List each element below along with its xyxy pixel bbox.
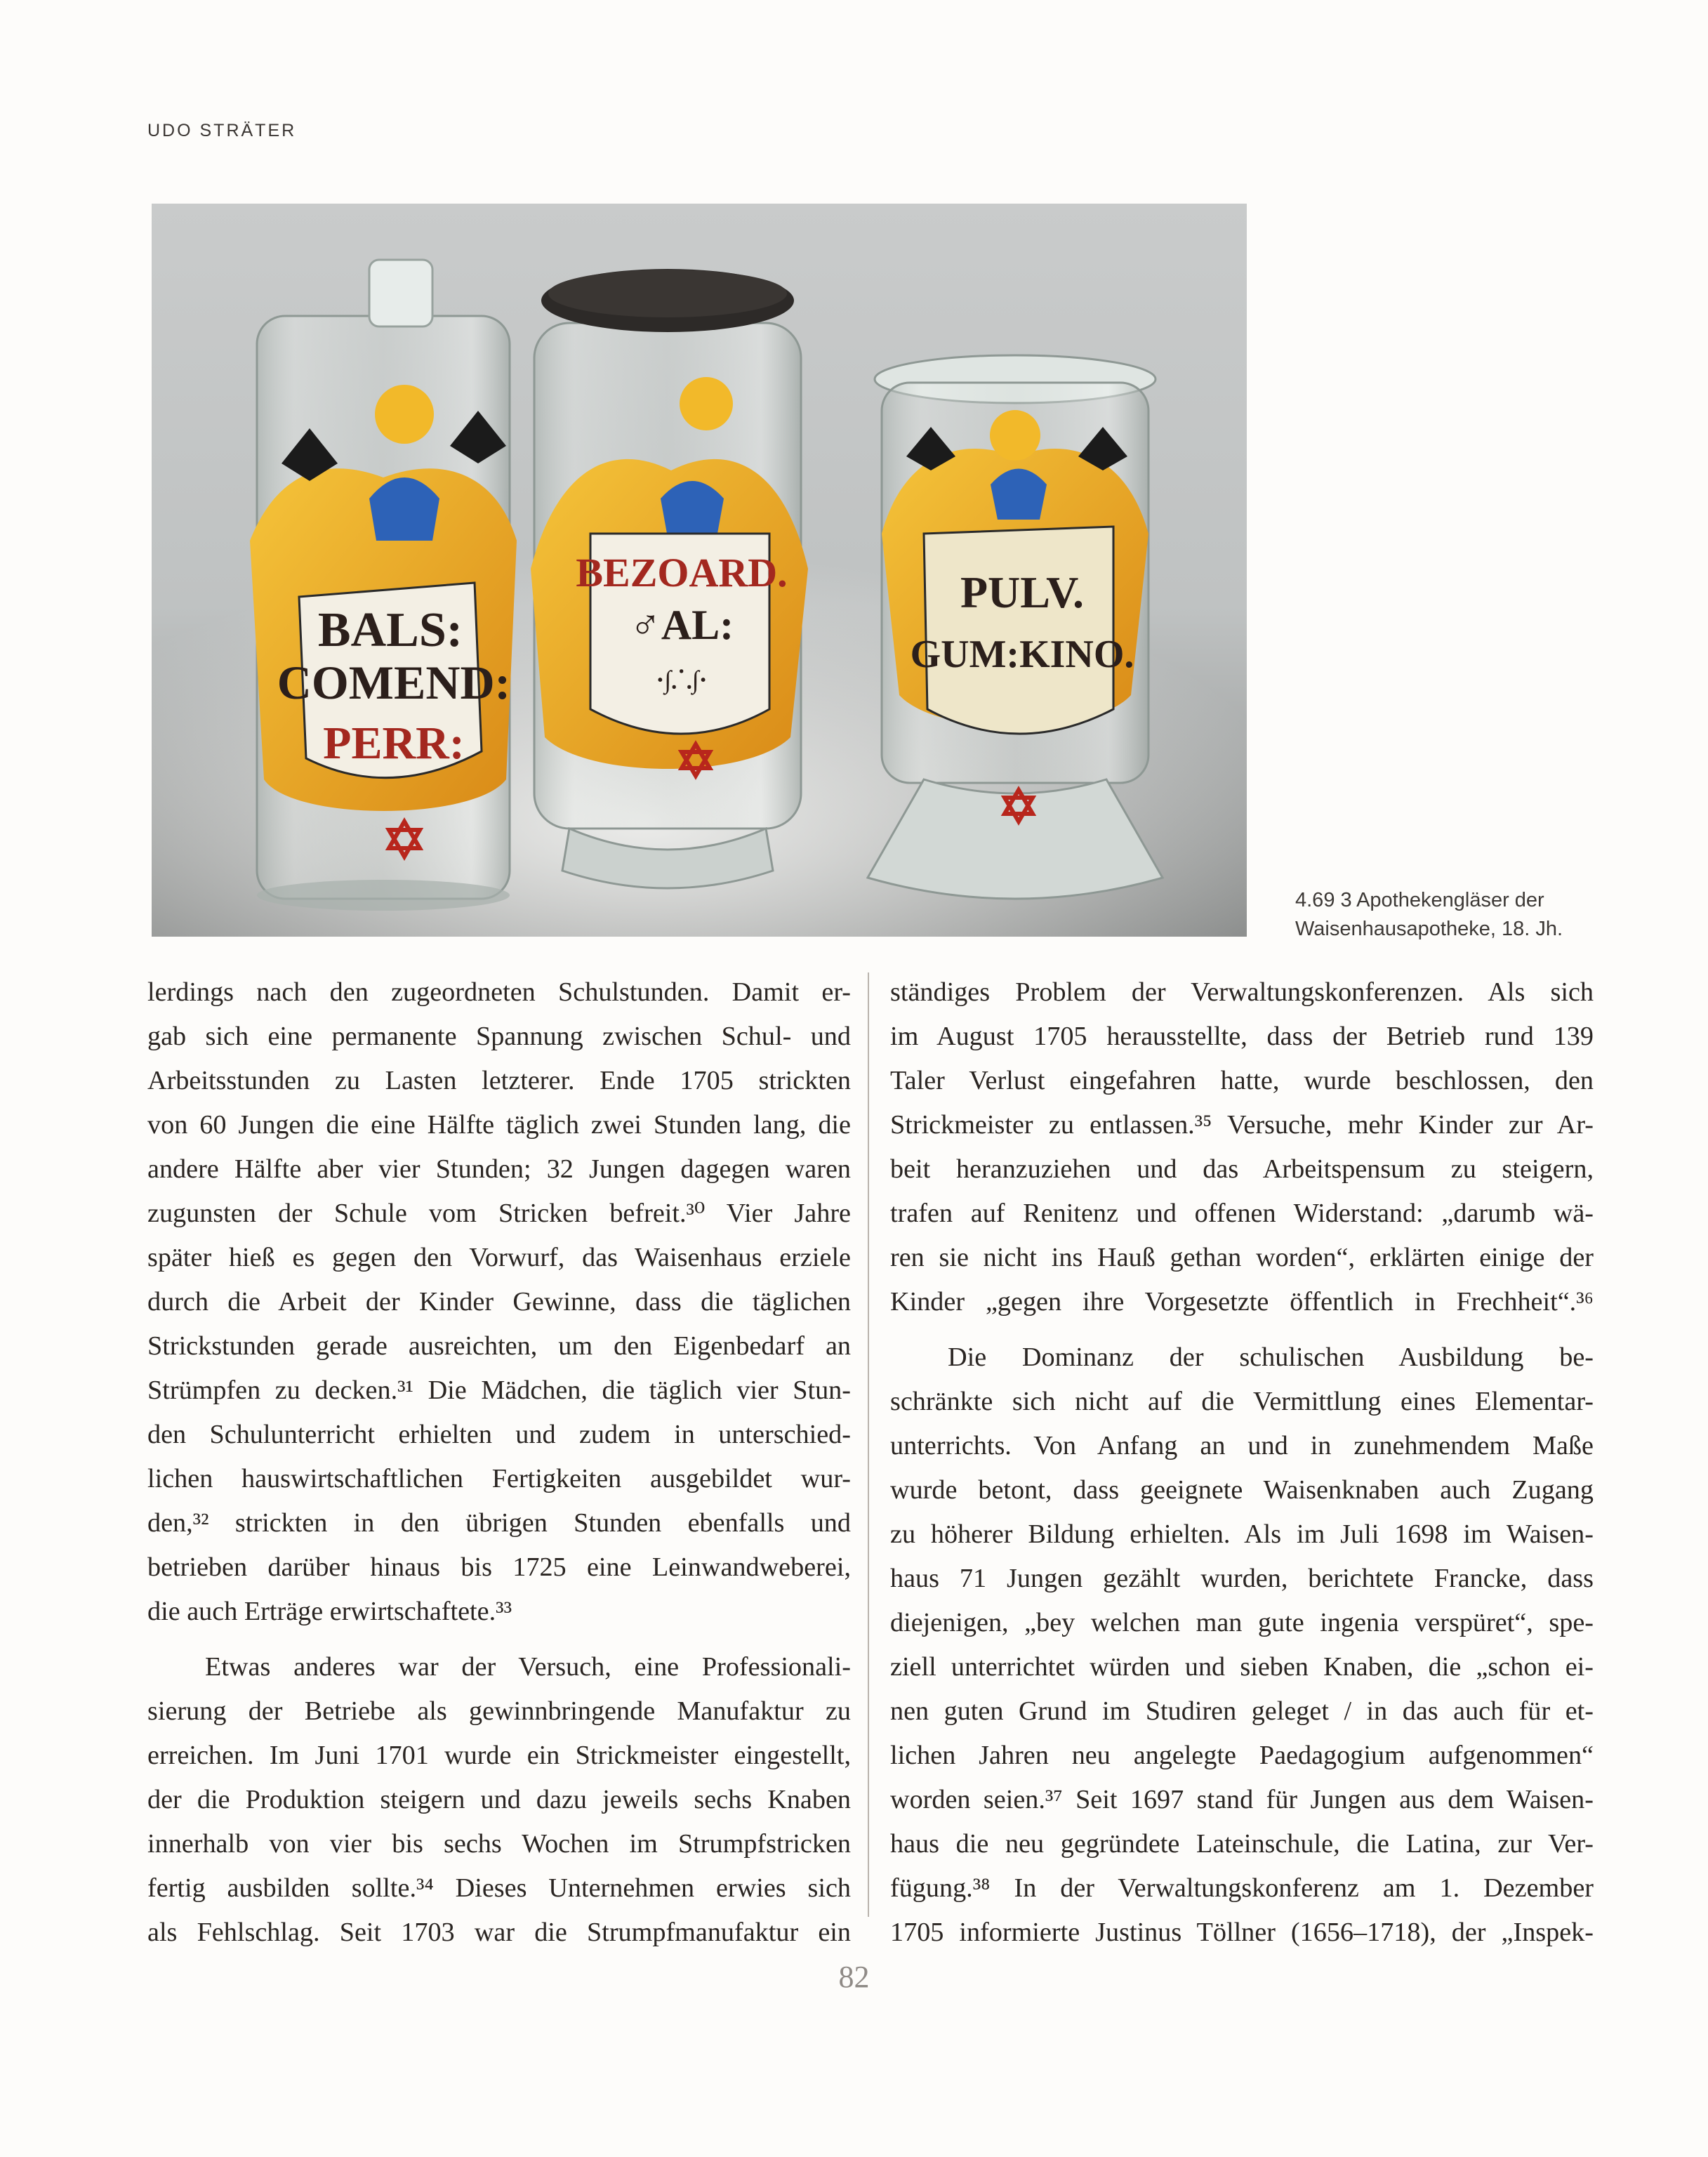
jar-middle-label-line1: BEZOARD. bbox=[576, 550, 788, 595]
text-line: Strickmeister zu entlassen.³⁵ Versuche, mehr Kinder zur Ar- bbox=[890, 1110, 1594, 1140]
figure-caption-line1: 4.69 3 Apothekengläser der bbox=[1295, 889, 1544, 911]
text-line: Die Dominanz der schulischen Ausbildung be- bbox=[948, 1343, 1594, 1372]
text-line: Etwas anderes war der Versuch, eine Professionali- bbox=[205, 1652, 851, 1682]
text-line: ständiges Problem der Verwaltungskonferenzen. Als sich bbox=[890, 977, 1594, 1007]
text-line: andere Hälfte aber vier Stunden; 32 Jungen dagegen waren bbox=[147, 1154, 851, 1184]
text-line: den,³² strickten in den übrigen Stunden ebenfalls und bbox=[147, 1508, 851, 1538]
text-line: haus die neu gegründete Lateinschule, die Latina, zur Ver- bbox=[890, 1829, 1594, 1859]
text-line: betrieben darüber hinaus bis 1725 eine Leinwandweberei, bbox=[147, 1552, 851, 1582]
figure-caption-line2: Waisenhausapotheke, 18. Jh. bbox=[1295, 918, 1563, 940]
text-line: erreichen. Im Juni 1701 wurde ein Strickmeister eingestellt, bbox=[147, 1741, 851, 1770]
text-column-left bbox=[147, 970, 851, 1955]
text-line: wurde betont, dass geeignete Waisenknaben auch Zugang bbox=[890, 1475, 1594, 1505]
text-line: als Fehlschlag. Seit 1703 war die Strumpfmanufaktur ein bbox=[147, 1918, 851, 1947]
text-line: trafen auf Renitenz und offenen Widerstand: „darumb wä- bbox=[890, 1199, 1594, 1228]
column-divider bbox=[868, 972, 869, 1917]
text-line: lerdings nach den zugeordneten Schulstunden. Damit er- bbox=[147, 977, 851, 1007]
text-line: sierung der Betriebe als gewinnbringende Manufaktur zu bbox=[147, 1696, 851, 1726]
text-line: schränkte sich nicht auf die Vermittlung eines Elementar- bbox=[890, 1387, 1594, 1416]
jar-right-label-line2: GUM:KINO. bbox=[910, 633, 1134, 676]
jar-right bbox=[868, 355, 1163, 899]
text-column-right bbox=[890, 970, 1594, 1955]
jar-left-label-line3: PERR: bbox=[323, 718, 465, 769]
jars-illustration bbox=[152, 204, 1247, 937]
jar-left-label-line2: COMEND: bbox=[277, 656, 511, 709]
text-line: Taler Verlust eingefahren hatte, wurde beschlossen, den bbox=[890, 1066, 1594, 1095]
text-line: Arbeitsstunden zu Lasten letzterer. Ende 1705 strickten bbox=[147, 1066, 851, 1095]
text-line: zugunsten der Schule vom Stricken befreit.³⁰ Vier Jahre bbox=[147, 1199, 851, 1228]
figure-photo-apothecary-jars bbox=[152, 204, 1247, 937]
jar-middle-label-line2: ♂AL: bbox=[629, 602, 734, 648]
text-line: nen guten Grund im Studiren geleget / in das auch für et- bbox=[890, 1696, 1594, 1726]
jar-middle-label-line3: ·∫⸫∫· bbox=[656, 666, 708, 694]
text-line: beit heranzuziehen und das Arbeitspensum zu steigern, bbox=[890, 1154, 1594, 1184]
text-line: Strümpfen zu decken.³¹ Die Mädchen, die täglich vier Stun- bbox=[147, 1376, 851, 1405]
text-line: innerhalb von vier bis sechs Wochen im Strumpfstricken bbox=[147, 1829, 851, 1859]
text-line: ren sie nicht ins Hauß gethan worden“, erklärten einige der bbox=[890, 1243, 1594, 1272]
text-line: durch die Arbeit der Kinder Gewinne, dass die täglichen bbox=[147, 1287, 851, 1317]
text-line: den Schulunterricht erhielten und zudem in unterschied- bbox=[147, 1420, 851, 1449]
text-line: worden seien.³⁷ Seit 1697 stand für Jungen aus dem Waisen- bbox=[890, 1785, 1594, 1814]
text-line: lichen hauswirtschaftlichen Fertigkeiten ausgebildet wur- bbox=[147, 1464, 851, 1493]
text-line: unterrichts. Von Anfang an und in zunehmendem Maße bbox=[890, 1431, 1594, 1460]
text-line: der die Produktion steigern und dazu jeweils sechs Knaben bbox=[147, 1785, 851, 1814]
text-line: die auch Erträge erwirtschaftete.³³ bbox=[147, 1597, 512, 1626]
running-head: UDO STRÄTER bbox=[147, 121, 297, 140]
text-line: von 60 Jungen die eine Hälfte täglich zwei Stunden lang, die bbox=[147, 1110, 851, 1140]
text-line: später hieß es gegen den Vorwurf, das Waisenhaus erziele bbox=[147, 1243, 851, 1272]
text-line: im August 1705 herausstellte, dass der Betrieb rund 139 bbox=[890, 1022, 1594, 1051]
text-line: haus 71 Jungen gezählt wurden, berichtete Francke, dass bbox=[890, 1564, 1594, 1593]
jar-right-label-line1: PULV. bbox=[960, 567, 1085, 617]
text-line: diejenigen, „bey welchen man gute ingenia verspüret“, spe- bbox=[890, 1608, 1594, 1637]
jar-middle bbox=[531, 269, 808, 888]
text-line: fügung.³⁸ In der Verwaltungskonferenz am 1. Dezember bbox=[890, 1873, 1594, 1903]
text-line: Kinder „gegen ihre Vorgesetzte öffentlich in Frechheit“.³⁶ bbox=[890, 1287, 1594, 1317]
text-line: ziell unterrichtet würden und sieben Knaben, die „schon ei- bbox=[890, 1652, 1594, 1682]
text-line: Strickstunden gerade ausreichten, um den Eigenbedarf an bbox=[147, 1331, 851, 1361]
jar-left-label-line1: BALS: bbox=[317, 603, 463, 657]
text-line: gab sich eine permanente Spannung zwischen Schul- und bbox=[147, 1022, 851, 1051]
text-line: 1705 informierte Justinus Töllner (1656–1718), der „Inspek- bbox=[890, 1918, 1594, 1947]
text-line: fertig ausbilden sollte.³⁴ Dieses Unternehmen erwies sich bbox=[147, 1873, 851, 1903]
jar-left bbox=[250, 260, 517, 911]
text-line: lichen Jahren neu angelegte Paedagogium aufgenommen“ bbox=[890, 1741, 1594, 1770]
text-line: zu höherer Bildung erhielten. Als im Juli 1698 im Waisen- bbox=[890, 1519, 1594, 1549]
figure-caption bbox=[1295, 886, 1604, 944]
page-number: 82 bbox=[838, 1960, 870, 1994]
